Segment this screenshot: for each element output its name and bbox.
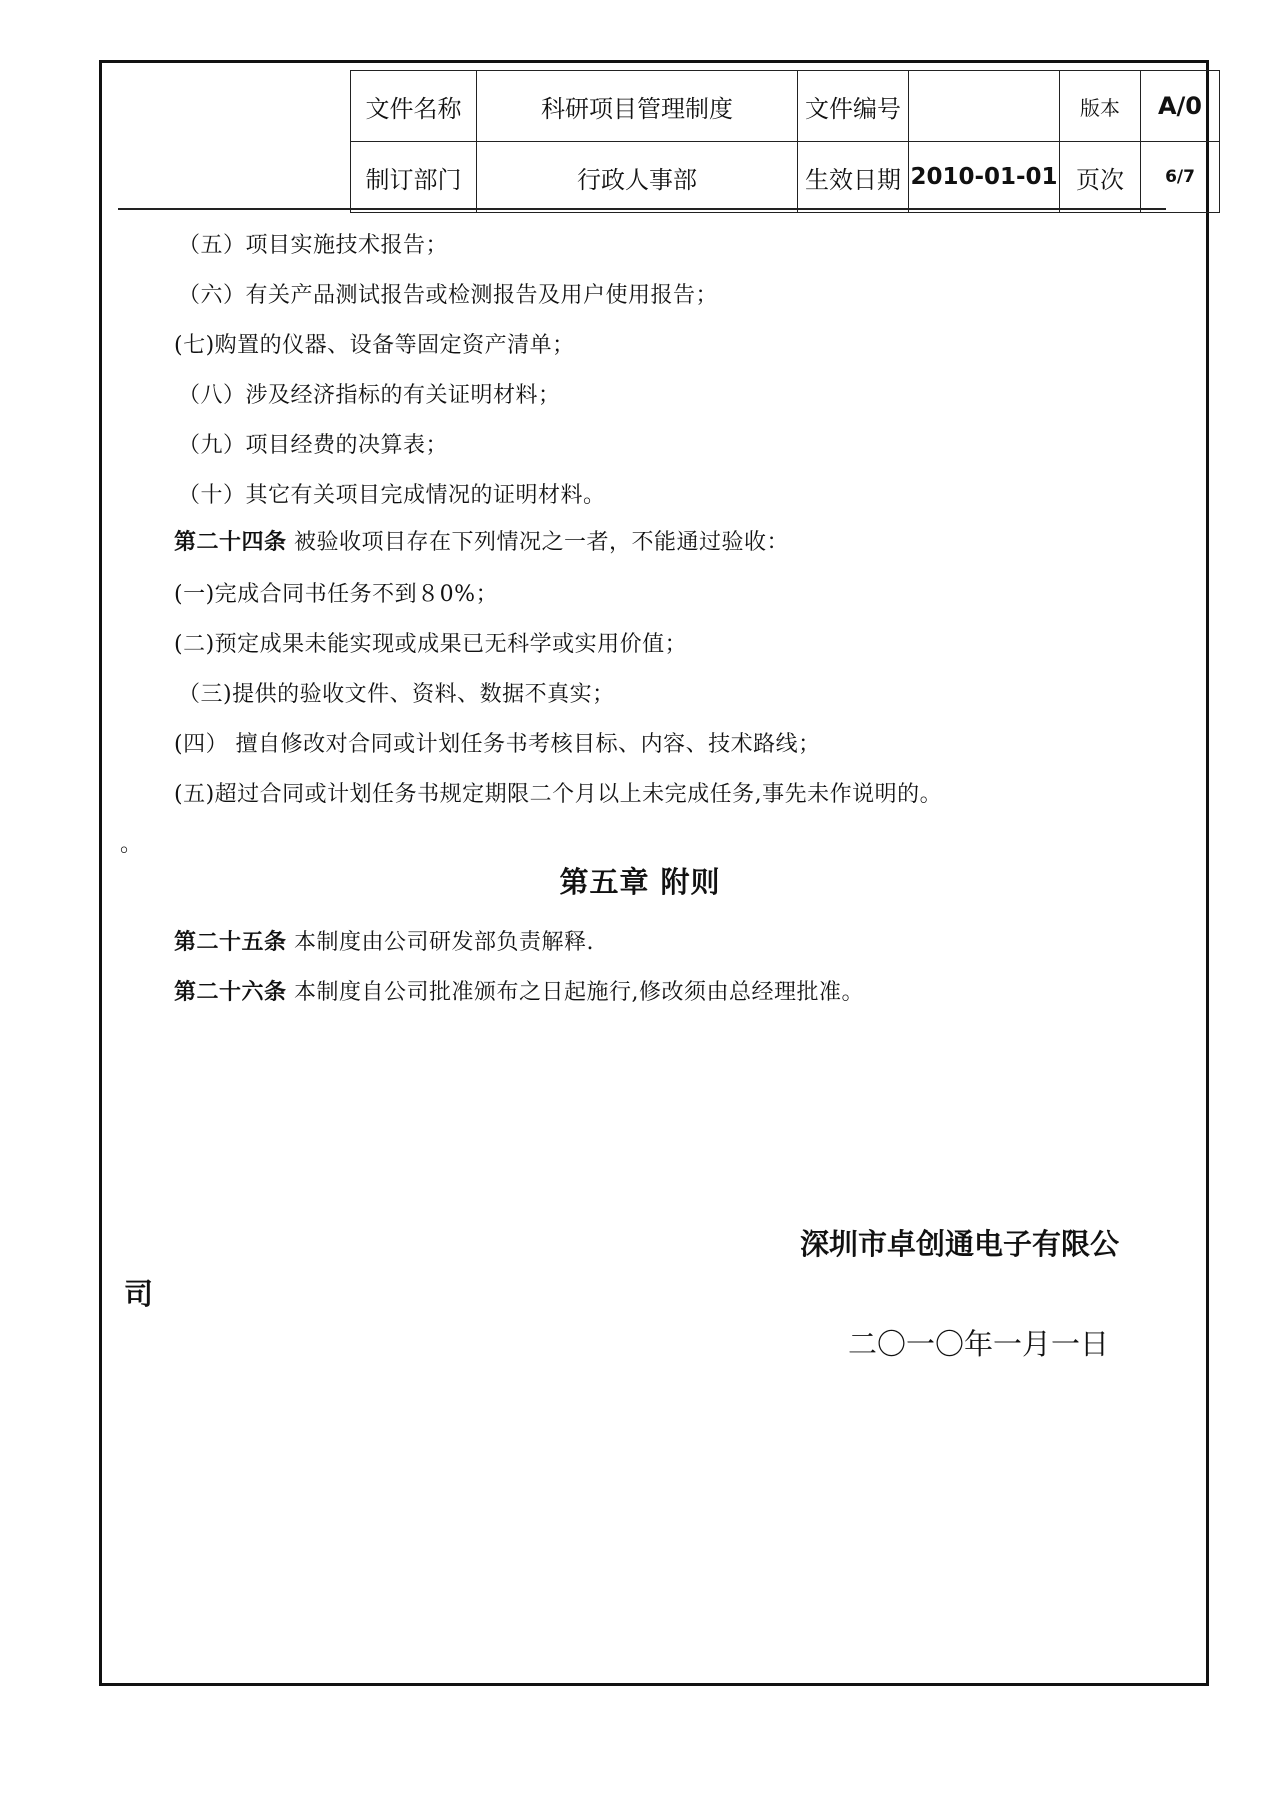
list-item: （三)提供的验收文件、资料、数据不真实； bbox=[178, 682, 615, 707]
signature-date: 二〇一〇年一月一日 bbox=[848, 1327, 1110, 1361]
page-label: 页次 bbox=[1060, 142, 1141, 213]
stray-mark: 。 bbox=[120, 832, 143, 857]
dept-label: 制订部门 bbox=[351, 142, 477, 213]
article-26-text: 本制度自公司批准颁布之日起施行,修改须由总经理批准。 bbox=[286, 980, 865, 1005]
doc-no-value bbox=[909, 71, 1060, 142]
doc-no-label: 文件编号 bbox=[798, 71, 909, 142]
version-value: A/0 bbox=[1141, 71, 1220, 142]
article-24 bbox=[174, 525, 789, 556]
list-item: (一)完成合同书任务不到８0%； bbox=[174, 582, 499, 607]
list-item: (七)购置的仪器、设备等固定资产清单； bbox=[174, 333, 575, 358]
version-label: 版本 bbox=[1060, 71, 1141, 142]
document-header-table bbox=[350, 70, 1220, 213]
list-item: (四） 擅自修改对合同或计划任务书考核目标、内容、技术路线； bbox=[174, 732, 821, 757]
article-24-title: 第二十四条 bbox=[174, 530, 287, 555]
company-name-line2: 司 bbox=[124, 1277, 154, 1311]
doc-name-value: 科研项目管理制度 bbox=[477, 71, 798, 142]
article-26-title: 第二十六条 bbox=[174, 980, 287, 1005]
page-value: 6/7 bbox=[1141, 142, 1220, 213]
list-item: （六）有关产品测试报告或检测报告及用户使用报告； bbox=[178, 283, 719, 308]
dept-value: 行政人事部 bbox=[477, 142, 798, 213]
list-item: （八）涉及经济指标的有关证明材料； bbox=[178, 383, 561, 408]
article-25-text: 本制度由公司研发部负责解释. bbox=[286, 930, 595, 955]
chapter-title: 第五章 附则 bbox=[559, 865, 721, 899]
article-25-title: 第二十五条 bbox=[174, 930, 287, 955]
company-name-line1: 深圳市卓创通电子有限公 bbox=[800, 1227, 1120, 1261]
list-item: （五）项目实施技术报告； bbox=[178, 233, 449, 258]
list-item: （九）项目经费的决算表； bbox=[178, 433, 449, 458]
effective-date-label: 生效日期 bbox=[798, 142, 909, 213]
doc-name-label: 文件名称 bbox=[351, 71, 477, 142]
list-item: （十）其它有关项目完成情况的证明材料。 bbox=[178, 483, 606, 508]
article-24-text: 被验收项目存在下列情况之一者，不能通过验收： bbox=[286, 530, 790, 555]
list-item: (二)预定成果未能实现或成果已无科学或实用价值； bbox=[174, 632, 688, 657]
list-item: (五)超过合同或计划任务书规定期限二个月以上未完成任务,事先未作说明的。 bbox=[174, 782, 943, 807]
effective-date-value: 2010-01-01 bbox=[909, 142, 1060, 213]
header-divider bbox=[118, 208, 1166, 210]
article-26 bbox=[174, 975, 864, 1006]
article-25 bbox=[174, 925, 594, 956]
